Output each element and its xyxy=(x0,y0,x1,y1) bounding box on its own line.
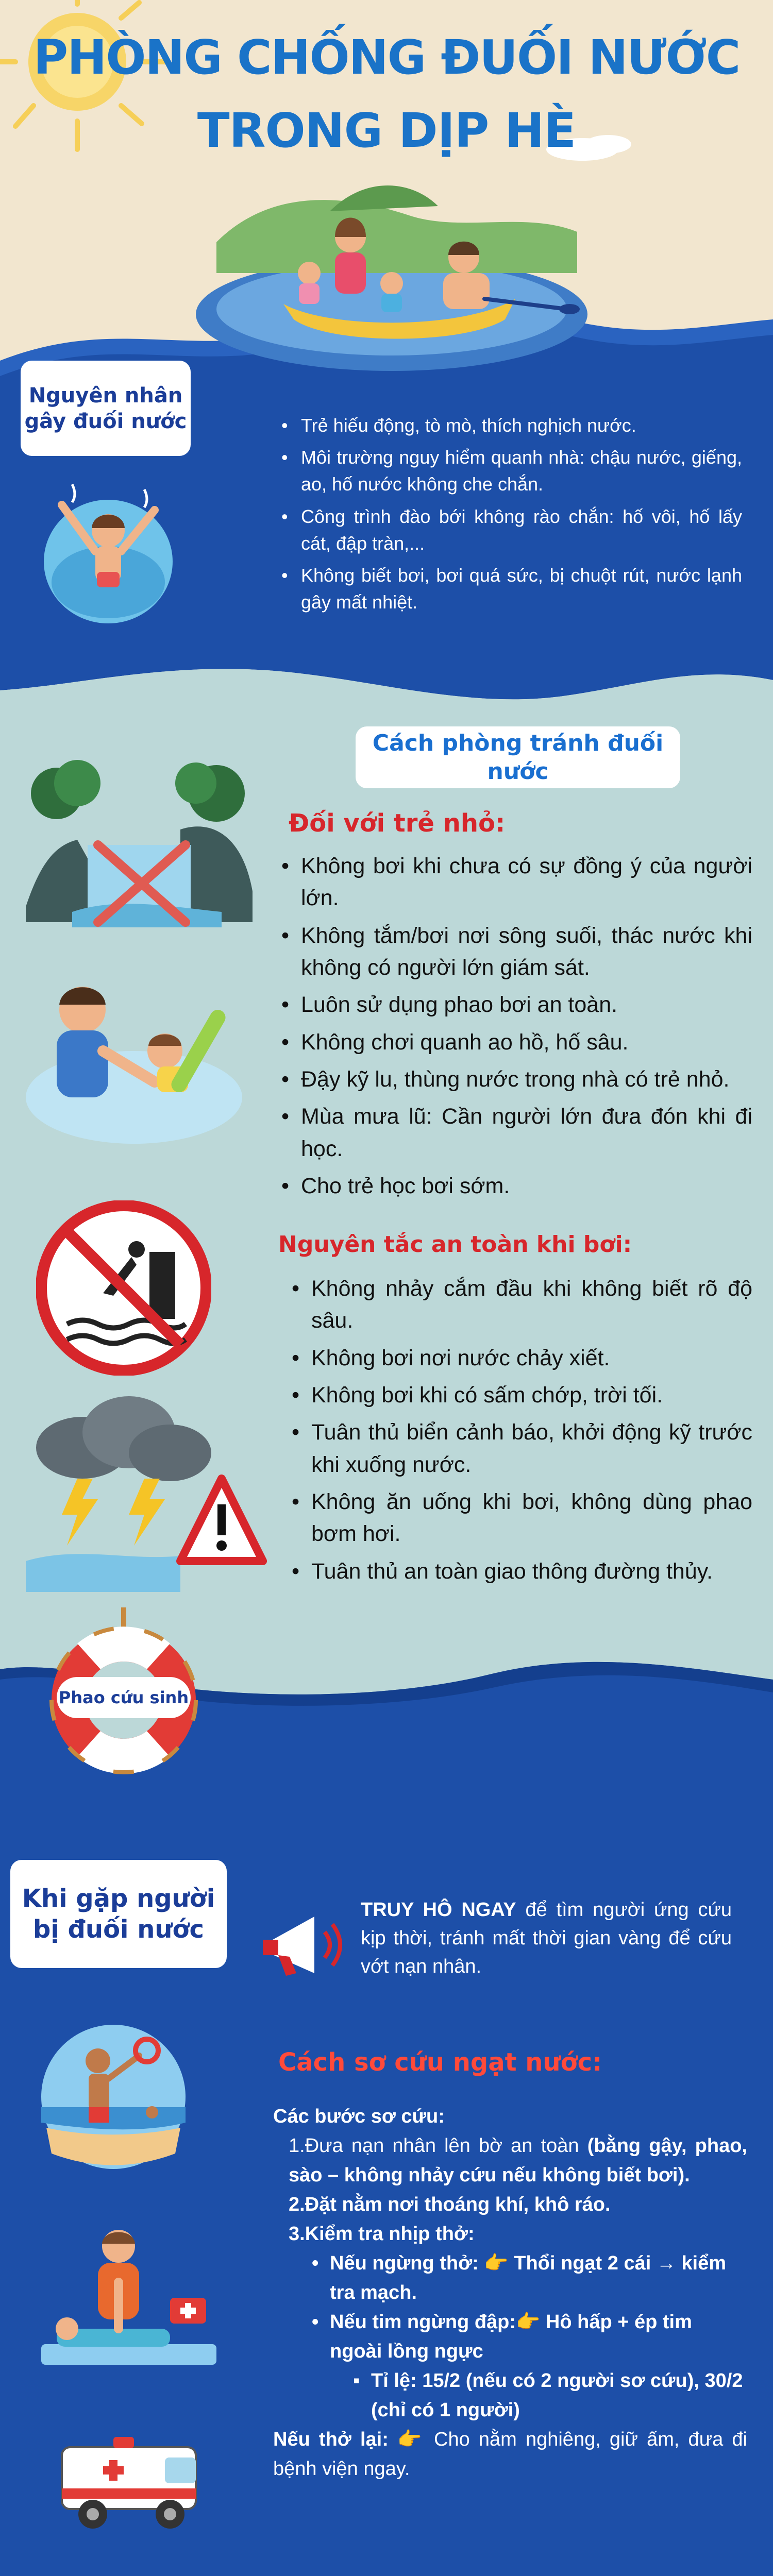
children-item: • Mùa mưa lũ: Cần người lớn đưa đón khi đi học. xyxy=(278,1100,752,1165)
children-item: • Cho trẻ học bơi sớm. xyxy=(278,1170,752,1202)
step-3-sub-1: • Nếu ngừng thở: 👉 Thổi ngạt 2 cái → kiểm tra mạch. xyxy=(312,2252,726,2303)
rescue-beach-illustration xyxy=(41,2020,186,2174)
children-item: • Không bơi khi chưa có sự đồng ý của người lớn. xyxy=(278,850,752,914)
page-title-line2: TRONG DỊP HÈ xyxy=(197,103,576,158)
step-1 xyxy=(273,2131,747,2190)
children-item: • Không tắm/bơi nơi sông suối, thác nước khi không có người lớn giám sát. xyxy=(278,920,752,984)
first-aid-steps xyxy=(273,2102,747,2484)
step-3-sub-2-text: Nếu tim ngừng đập:👉 Hô hấp + ép tim ngoài lồng ngực xyxy=(330,2311,692,2362)
children-heading: Đối với trẻ nhỏ: xyxy=(289,809,506,838)
drowning-child-illustration xyxy=(41,474,175,629)
step-3-sub-2: • Nếu tim ngừng đập:👉 Hô hấp + ép tim ngoài lồng ngực xyxy=(312,2311,692,2362)
step-3: 3.Kiểm tra nhịp thở: xyxy=(289,2223,475,2245)
ambulance-illustration xyxy=(52,2421,216,2540)
megaphone-icon xyxy=(258,1906,350,1984)
breathing-text: 👉 Cho nằm nghiêng, giữ ấm, đưa đi bệnh viện ngay. xyxy=(273,2429,747,2480)
rescue-call-text xyxy=(361,1896,732,1981)
breathing-note xyxy=(273,2425,747,2484)
safety-item: • Không bơi khi có sấm chớp, trời tối. xyxy=(289,1379,752,1411)
causes-item: • Không biết bơi, bơi quá sức, bị chuột rút, nước lạnh gây mất nhiệt. xyxy=(278,562,742,616)
children-item: • Đậy kỹ lu, thùng nước trong nhà có trẻ nhỏ. xyxy=(278,1063,752,1095)
first-aid-heading: Cách sơ cứu ngạt nước: xyxy=(278,2048,602,2077)
adult-teaching-swim-illustration xyxy=(26,974,242,1144)
storm-warning-illustration xyxy=(26,1391,268,1592)
rescue-label-line1: Khi gặp người xyxy=(22,1884,215,1913)
rescue-label xyxy=(10,1860,227,1968)
causes-item: • Môi trường nguy hiểm quanh nhà: chậu nước, giếng, ao, hố nước không che chắn. xyxy=(278,444,742,498)
step-1-text: 1.Đưa nạn nhân lên bờ an toàn xyxy=(289,2135,587,2157)
rescue-call-rest: để tìm người ứng cứu kịp thời, tránh mất thời gian vàng để cứu vớt nạn nhân. xyxy=(361,1899,732,1978)
safety-item: • Không nhảy cắm đầu khi không biết rõ độ sâu. xyxy=(289,1273,752,1337)
waterfall-prohibited-illustration xyxy=(26,757,253,927)
safety-item: • Không bơi nơi nước chảy xiết. xyxy=(289,1342,752,1374)
causes-item: • Trẻ hiếu động, tò mò, thích nghịch nước. xyxy=(278,412,742,439)
lifebuoy-label: Phao cứu sinh xyxy=(57,1677,191,1718)
step-2: 2.Đặt nằm nơi thoáng khí, khô ráo. xyxy=(289,2194,611,2215)
children-item: • Luôn sử dụng phao bơi an toàn. xyxy=(278,989,752,1021)
safety-item: • Tuân thủ an toàn giao thông đường thủy. xyxy=(289,1555,752,1587)
children-item: • Không chơi quanh ao hồ, hố sâu. xyxy=(278,1026,752,1058)
causes-item: • Công trình đào bới không rào chắn: hố vôi, hố lấy cát, đập tràn,... xyxy=(278,503,742,557)
breathing-bold: Nếu thở lại: xyxy=(273,2429,389,2450)
step-3-sub-3: ▪ Tỉ lệ: 15/2 (nếu có 2 người sơ cứu), 30/2 (chỉ có 1 người) xyxy=(353,2370,743,2421)
safety-item: • Tuân thủ biển cảnh báo, khởi động kỹ trước khi xuống nước. xyxy=(289,1416,752,1481)
children-list xyxy=(278,850,752,1207)
causes-label xyxy=(21,361,191,456)
step-3-sub-3-text: Tỉ lệ: 15/2 (nếu có 2 người sơ cứu), 30/2 (chỉ có 1 người) xyxy=(371,2370,743,2421)
cpr-illustration xyxy=(41,2226,216,2380)
family-boat-illustration xyxy=(196,155,587,371)
rescue-label-line2: bị đuối nước xyxy=(33,1915,204,1944)
page-title-line1: PHÒNG CHỐNG ĐUỐI NƯỚC xyxy=(33,30,740,85)
causes-list xyxy=(278,412,742,621)
causes-label-line2: gây đuối nước xyxy=(24,409,187,433)
prevention-label: Cách phòng tránh đuối nước xyxy=(356,726,680,788)
safety-heading: Nguyên tắc an toàn khi bơi: xyxy=(278,1231,632,1258)
step-3-sub-1-text: Nếu ngừng thở: 👉 Thổi ngạt 2 cái → kiểm tra mạch. xyxy=(330,2252,726,2303)
causes-label-line1: Nguyên nhân xyxy=(28,383,183,408)
step-1-bold: (bằng gậy, phao, sào – không nhảy cứu nếu không biết bơi). xyxy=(289,2135,747,2186)
safety-list xyxy=(289,1273,752,1592)
safety-item: • Không ăn uống khi bơi, không dùng phao bơm hơi. xyxy=(289,1486,752,1550)
steps-heading: Các bước sơ cứu: xyxy=(273,2106,445,2127)
no-diving-sign-icon xyxy=(36,1200,211,1376)
rescue-call-bold: TRUY HÔ NGAY xyxy=(361,1899,516,1921)
